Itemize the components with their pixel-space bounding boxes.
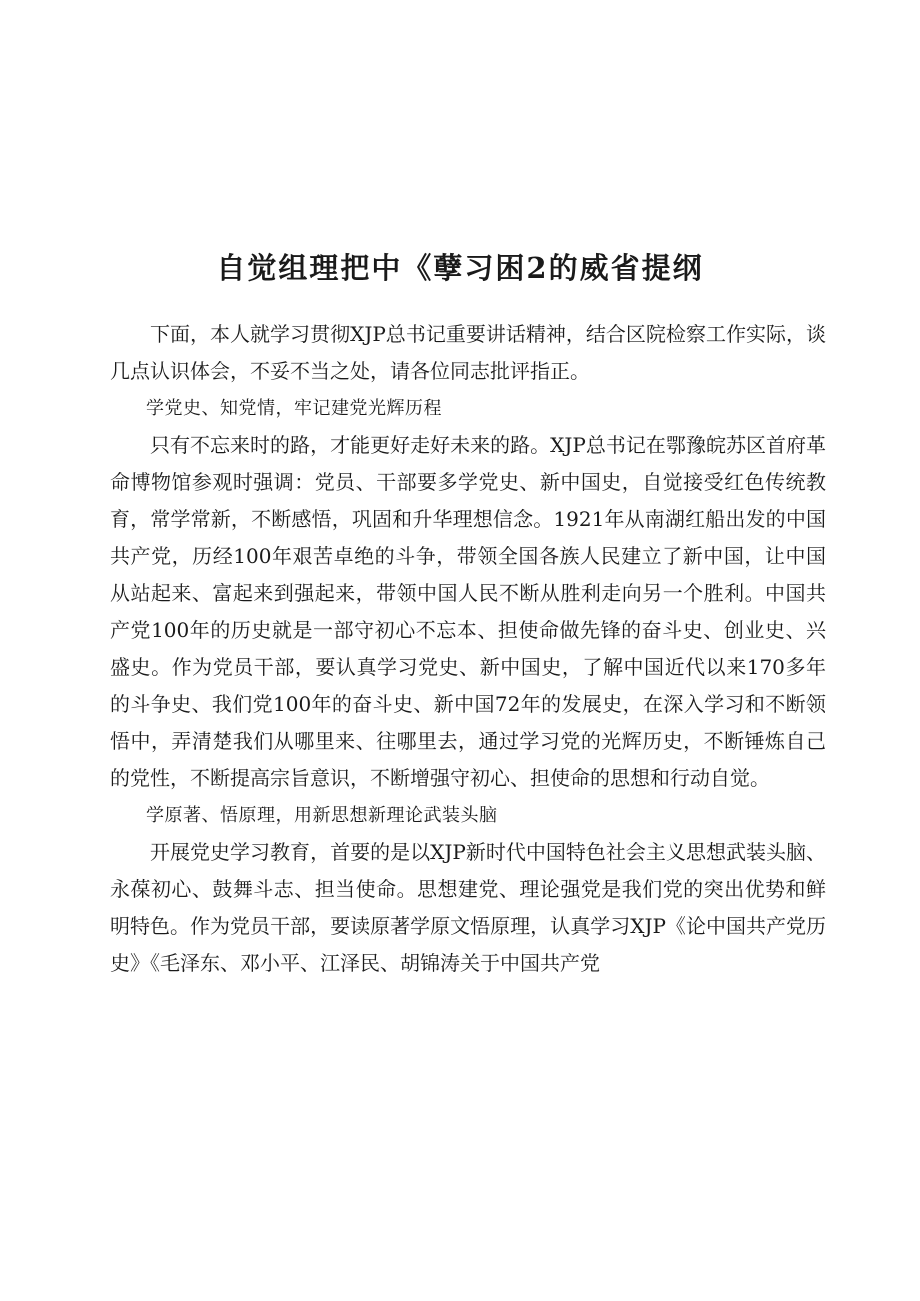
paragraph-original-works: 开展党史学习教育，首要的是以XJP新时代中国特色社会主义思想武装头脑、永葆初心、鼓舞斗志、担当使命。思想建党、理论强党是我们党的突出优势和鲜明特色。作为党员干部，要读原著学原文悟原理，认真学习XJP《论中国共产党历史》《毛泽东、邓小平、江泽民、胡锦涛关于中国共产党 [110, 840, 826, 975]
section-heading-original-works: 学原著、悟原理，用新思想新理论武装头脑 [146, 805, 498, 826]
document-title: 自觉组理把中《孽习困2的威省提纲 [216, 251, 704, 285]
paragraph-party-history: 只有不忘来时的路，才能更好走好未来的路。XJP总书记在鄂豫皖苏区首府革命博物馆参观时强调：党员、干部要多学党史、新中国史，自觉接受红色传统教育，常学常新，不断感悟，巩固和升华理想信念。1921年从南湖红船出发的中国共产党，历经100年艰苦卓绝的斗争，带领全国各族人民建立了新中国，让中国从站起来、富起来到强起来，带领中国人民不断从胜利走向另一个胜利。中国共产党100年的历史就是一部守初心不忘本、担使命做先锋的奋斗史、创业史、兴盛史。作为党员干部，要认真学习党史、新中国史，了解中国近代以来170多年的斗争史、我们党100年的奋斗史、新中国72年的发展史，在深入学习和不断领悟中，弄清楚我们从哪里来、往哪里去，通过学习党的光辉历史，不断锤炼自己的党性，不断提高宗旨意识，不断增强守初心、担使命的思想和行动自觉。 [110, 433, 826, 790]
document-body [110, 316, 826, 982]
intro-paragraph: 下面，本人就学习贯彻XJP总书记重要讲话精神，结合区院检察工作实际，谈几点认识体会，不妥不当之处，请各位同志批评指正。 [110, 322, 826, 383]
section-heading-party-history: 学党史、知党情，牢记建党光辉历程 [146, 398, 442, 419]
